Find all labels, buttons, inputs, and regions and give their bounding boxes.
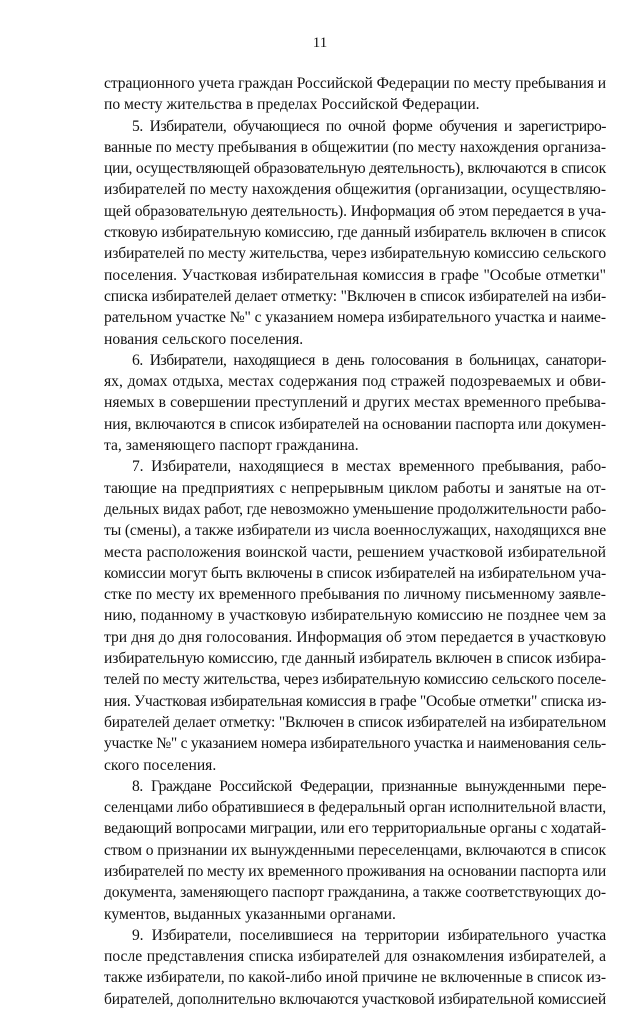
text-line: нования сельского поселения. — [104, 330, 304, 348]
text-line: 5. Избиратели, обучающиеся по очной форме обучения и зарегистриро- — [132, 117, 606, 135]
text-line: ванные по месту пребывания в общежитии (по месту нахождения организа- — [104, 138, 606, 156]
text-line: 7. Избиратели, находящиеся в местах временного пребывания, рабо- — [132, 458, 606, 476]
text-line: поселения. Участковая избирательная комиссия в графе "Особые отметки" — [104, 266, 606, 284]
text-line: 6. Избиратели, находящиеся в день голосования в больницах, санатори- — [132, 351, 606, 369]
text-line: ния, включаются в список избирателей на основании паспорта или докумен- — [104, 415, 606, 433]
page-number: 11 — [312, 35, 328, 51]
text-line: селенцами либо обратившиеся в федеральный орган исполнительной власти, — [104, 799, 606, 817]
paragraph-p6 — [104, 350, 606, 456]
paragraph-p9 — [104, 925, 606, 1010]
text-line: щей образовательную деятельность). Информация об этом передается в уча- — [104, 202, 607, 220]
text-line: кументов, выданных указанными органами. — [104, 905, 396, 923]
text-line: ции, осуществляющей образовательную деятельность), включаются в список — [104, 160, 606, 178]
text-line: также избиратели, по какой-либо иной причине не включенные в список из- — [104, 969, 606, 987]
text-line: избирателей по месту жительства, через избирательную комиссию сельского — [104, 245, 606, 263]
text-line: ях, домах отдыха, местах содержания под стражей подозреваемых и обви- — [104, 373, 606, 391]
text-line: участке №" с указанием номера избирательного участка и наименования сель- — [104, 735, 606, 753]
text-line: няемых в совершении преступлений и других местах временного пребыва- — [104, 394, 606, 412]
text-line: ведающий вопросами миграции, или его территориальные органы с ходатай- — [104, 820, 606, 838]
text-line: комиссии могут быть включены в список избирателей на избирательном уча- — [104, 564, 606, 582]
text-line: избирательную комиссию, где данный избиратель включен в список избира- — [104, 650, 606, 668]
text-line: телей по месту жительства, через избирательную комиссию сельского поселе- — [104, 671, 606, 689]
paragraph-p5 — [104, 116, 606, 350]
text-line: ты (смены), а также избиратели из числа военнослужащих, находящихся вне — [104, 522, 606, 540]
text-line: избирателей по месту их временного проживания на основании паспорта или — [104, 862, 606, 880]
text-line: тающие на предприятиях с непрерывным циклом работы и занятые на от- — [104, 479, 606, 497]
paragraph-p8 — [104, 776, 606, 925]
text-line: избирателей по месту нахождения общежития (организации, осуществляю- — [104, 181, 606, 199]
text-line: стке по месту их временного пребывания по личному письменному заявле- — [104, 586, 606, 604]
text-line: после представления списка избирателей для ознакомления избирателей, а — [104, 948, 606, 966]
text-line: дельных видах работ, где невозможно уменьшение продолжительности рабо- — [104, 500, 606, 518]
text-line: места расположения воинской части, решением участковой избирательной — [104, 543, 606, 561]
text-line: ния. Участковая избирательная комиссия в графе "Особые отметки" списка из- — [104, 692, 606, 710]
text-line: три дня до дня голосования. Информация об этом передается в участковую — [104, 628, 606, 646]
text-line: 8. Граждане Российской Федерации, признанные вынужденными пере- — [132, 777, 606, 795]
text-line: стковую избирательную комиссию, где данный избиратель включен в список — [104, 224, 606, 242]
text-line: 9. Избиратели, поселившиеся на территории избирательного участка — [132, 926, 606, 944]
text-line: списка избирателей делает отметку: "Включен в список избирателей на изби- — [104, 287, 606, 305]
text-line: та, заменяющего паспорт гражданина. — [104, 437, 359, 455]
paragraph-p7 — [104, 456, 606, 775]
text-line: ского поселения. — [104, 756, 217, 774]
body-text — [104, 73, 606, 1010]
paragraph-p4-continued — [104, 73, 606, 116]
text-line: бирателей, дополнительно включаются участковой избирательной комиссией — [104, 990, 606, 1008]
text-line: по месту жительства в пределах Российской Федерации. — [104, 96, 480, 114]
text-line: ством о признании их вынужденными переселенцами, включаются в список — [104, 841, 606, 859]
text-line: рательном участке №" с указанием номера избирательного участка и наиме- — [104, 309, 606, 327]
text-line: нию, поданному в участковую избирательную комиссию не позднее чем за — [104, 607, 606, 625]
text-line: бирателей делает отметку: "Включен в список избирателей на избирательном — [104, 713, 606, 731]
text-line: страционного учета граждан Российской Федерации по месту пребывания и — [104, 75, 606, 92]
text-line: документа, заменяющего паспорт гражданина, а также соответствующих до- — [104, 884, 606, 902]
